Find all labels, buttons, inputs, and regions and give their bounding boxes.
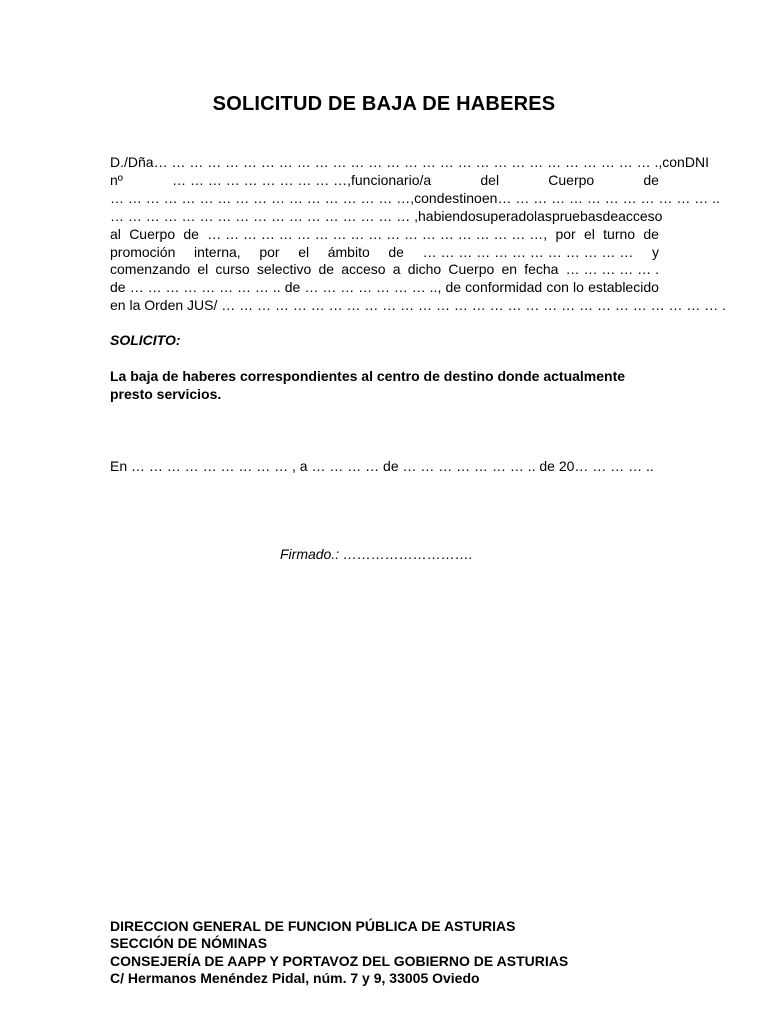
paragraph-word: y	[652, 243, 659, 260]
paragraph-line	[110, 244, 659, 262]
paragraph-word: selectivo	[256, 261, 312, 278]
signature-line: Firmado.: ……………………….	[280, 546, 473, 562]
paragraph-word: de	[183, 225, 199, 242]
paragraph-line	[110, 189, 720, 208]
paragraph-word: … … … … … … … ..,	[304, 279, 442, 296]
paragraph-word: … … … … … … … … … …,funcionario/a	[172, 171, 432, 188]
paragraph-line	[110, 226, 659, 244]
paragraph-word: lo	[573, 279, 584, 296]
paragraph-word: habiendo	[418, 207, 476, 224]
paragraph-word: acceso	[341, 261, 386, 278]
paragraph-word: promoción	[110, 243, 176, 260]
paragraph-word: … … … … … … … … … … … … … … … … … ,	[110, 207, 419, 224]
paragraph-word: Cuerpo	[129, 225, 176, 242]
paragraph-word: … … … … … .	[565, 261, 659, 278]
paragraph-word: acceso	[618, 207, 663, 224]
paragraph-word: curso	[215, 261, 250, 278]
paragraph-word: DNI	[684, 154, 709, 170]
paragraph-line	[110, 207, 663, 226]
paragraph-word: las	[534, 207, 552, 224]
request-text: La baja de haberes correspondientes al centro de destino donde actualmente presto servicios.	[110, 368, 626, 402]
paragraph-word: dicho	[407, 261, 442, 278]
paragraph-word: por	[555, 225, 576, 242]
paragraph-word: … … … … … … … … ..	[129, 279, 281, 296]
paragraph-word: pruebas	[551, 207, 603, 224]
document-title: SOLICITUD DE BAJA DE HABERES	[212, 93, 556, 115]
paragraph-word: con	[546, 279, 569, 296]
paragraph-word: de	[318, 261, 335, 278]
paragraph-word: superado	[475, 207, 535, 224]
paragraph-word: de	[284, 279, 301, 296]
paragraph-word: … … … … … … … … … … … …	[422, 243, 634, 260]
footer-address	[110, 918, 670, 988]
paragraph-word: fecha	[524, 261, 559, 278]
paragraph-word: de	[388, 243, 404, 260]
paragraph-word: D./Dña… … … … … … … … … … … … … … … … … … … … … … … … … … … … .,	[110, 154, 663, 170]
paragraph-word: por	[259, 243, 280, 260]
paragraph-word: en	[501, 261, 518, 278]
paragraph-word: de	[110, 279, 126, 296]
footer-line-ministry: CONSEJERÍA DE AAPP Y PORTAVOZ DEL GOBIERNO DE ASTURIAS	[110, 952, 569, 969]
paragraph-word: ámbito	[327, 243, 370, 260]
paragraph-word: del	[480, 171, 500, 188]
paragraph-word: con	[414, 189, 437, 206]
paragraph-line	[110, 172, 659, 190]
paragraph-word: turno	[603, 225, 636, 242]
footer-line-directorate: DIRECCION GENERAL DE FUNCION PÚBLICA DE ASTURIAS	[110, 918, 516, 934]
paragraph-line	[110, 261, 659, 279]
footer-line-section: SECCIÓN DE NÓMINAS	[110, 935, 268, 952]
paragraph-word: el	[197, 261, 209, 278]
paragraph-word: … … … … … … … … … … … … … … … … … … …,	[207, 225, 548, 242]
footer-line-address: C/ Hermanos Menéndez Pidal, núm. 7 y 9, 33005 Oviedo	[110, 970, 480, 987]
paragraph-word: establecido	[588, 279, 659, 296]
paragraph-word: … … … … … … … … … … … … … … … … …,	[110, 189, 415, 206]
paragraph-word: con	[662, 154, 685, 170]
paragraph-word: a	[392, 261, 401, 278]
applicant-paragraph	[110, 154, 727, 315]
paragraph-line	[110, 279, 659, 297]
paragraph-word: Cuerpo	[448, 261, 495, 278]
paragraph-lines	[110, 154, 720, 297]
paragraph-word: de	[445, 279, 462, 296]
paragraph-line	[110, 154, 709, 172]
paragraph-word: comenzando	[110, 261, 191, 278]
paragraph-word: el	[583, 225, 595, 242]
paragraph-word: destino	[436, 189, 482, 206]
paragraph-word: conformidad	[465, 279, 543, 296]
paragraph-word: nº	[110, 171, 123, 188]
paragraph-last-line: en la Orden JUS/ … … … … … … … … … … … … … … … … … … … … … … … … … … … … .	[110, 297, 727, 314]
solicito-label: SOLICITO:	[110, 332, 181, 348]
paragraph-word: en	[481, 189, 498, 206]
paragraph-word: de	[643, 225, 659, 242]
date-place-line: En … … … … … … … … … , a … … … … de … … … … … … … .. de 20… … … … ..	[110, 458, 654, 474]
paragraph-word: interna,	[194, 243, 241, 260]
paragraph-word: … … … … … … … … … … … … ..	[497, 189, 720, 206]
paragraph-word: al	[110, 225, 121, 242]
paragraph-word: de	[643, 171, 659, 188]
paragraph-word: de	[602, 207, 619, 224]
paragraph-word: Cuerpo	[548, 171, 595, 188]
paragraph-word: el	[298, 243, 310, 260]
